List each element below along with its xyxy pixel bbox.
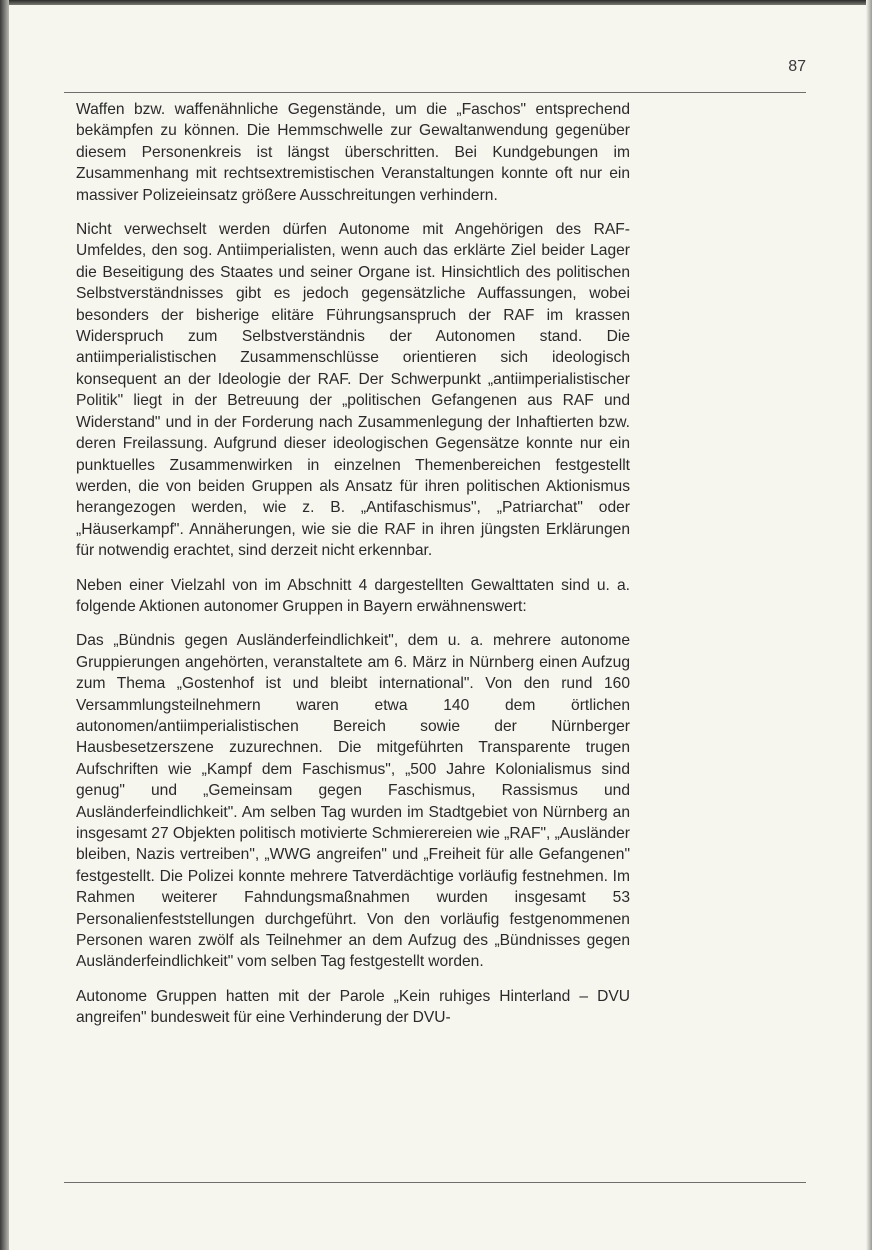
paragraph-1: Waffen bzw. waffenähnliche Gegenstände, um die „Faschos" entsprechend bekämpfen zu können. Die Hemmschwelle zur Gewaltanwendung gegenüber diesem Personenkreis ist längst überschritten. Bei Kundgebungen im Zusammenhang mit rechtsextremistischen Veranstaltungen konnte oft nur ein massiver Polizeieinsatz größere Ausschreitungen verhindern.	[76, 101, 630, 204]
body-text	[76, 99, 630, 1042]
paragraph-4: Das „Bündnis gegen Ausländerfeindlichkeit", dem u. a. mehrere autonome Gruppierungen angehörten, veranstaltete am 6. März in Nürnberg einen Aufzug zum Thema „Gostenhof ist und bleibt international". Von den rund 160 Versammlungsteilnehmern waren etwa 140 dem örtlichen autonomen/antiimperialistischen Bereich sowie der Nürnberger Hausbesetzerszene zuzurechnen. Die mitgeführten Transparente trugen Aufschriften wie „Kampf dem Faschismus", „500 Jahre Kolonialismus sind genug" und „Gemeinsam gegen Faschismus, Rassismus und Ausländerfeindlichkeit". Am selben Tag wurden im Stadtgebiet von Nürnberg an insgesamt 27 Objekten politisch motivierte Schmierereien wie „RAF", „Ausländer bleiben, Nazis vertreiben", „WWG angreifen" und „Freiheit für alle Gefangenen" festgestellt. Die Polizei konnte mehrere Tatverdächtige vorläufig festnehmen. Im Rahmen weiterer Fahndungsmaßnahmen wurden insgesamt 53 Personalienfeststellungen durchgeführt. Von den vorläufig festgenommenen Personen waren zwölf als Teilnehmer an dem Aufzug des „Bündnisses gegen Ausländerfeindlichkeit" vom selben Tag festgestellt worden.	[76, 632, 630, 971]
paragraph-5: Autonome Gruppen hatten mit der Parole „Kein ruhiges Hinterland – DVU angreifen" bundesweit für eine Verhinderung der DVU-	[76, 987, 630, 1027]
page-number: 87	[788, 58, 806, 75]
page-top-edge	[0, 0, 872, 5]
paragraph-3: Neben einer Vielzahl von im Abschnitt 4 dargestellten Gewalttaten sind u. a. folgende Aktionen autonomer Gruppen in Bayern erwähnenswert:	[76, 576, 630, 615]
paragraph-2: Nicht verwechselt werden dürfen Autonome mit Angehörigen des RAF-Umfeldes, den sog. Antiimperialisten, wenn auch das erklärte Ziel beider Lager die Beseitigung des Staates und seiner Organe ist. Hinsichtlich des politischen Selbstverständnisses gibt es jedoch gegensätzliche Auffassungen, wobei besonders der bisherige elitäre Führungsanspruch der RAF im krassen Widerspruch zum Selbstverständnis der Autonomen stand. Die antiimperialistischen Zusammenschlüsse orientieren sich ideologisch konsequent an der Ideologie der RAF. Der Schwerpunkt „antiimperialistischer Politik" liegt in der Betreuung der „politischen Gefangenen aus RAF und Widerstand" und in der Forderung nach Zusammenlegung der Inhaftierten bzw. deren Freilassung. Aufgrund dieser ideologischen Gegensätze konnte nur ein punktuelles Zusammenwirken in einzelnen Themenbereichen festgestellt werden, die von beiden Gruppen als Ansatz für ihren politischen Aktionismus herangezogen werden, wie z. B. „Antifaschismus", „Patriarchat" oder „Häuserkampf". Annäherungen, wie sie die RAF in ihren jüngsten Erklärungen für notwendig erachtet, sind derzeit nicht erkennbar.	[76, 221, 630, 560]
footer-rule	[64, 1182, 806, 1183]
page-right-edge	[866, 0, 872, 1250]
header-rule	[64, 92, 806, 93]
page-left-edge	[0, 0, 9, 1250]
